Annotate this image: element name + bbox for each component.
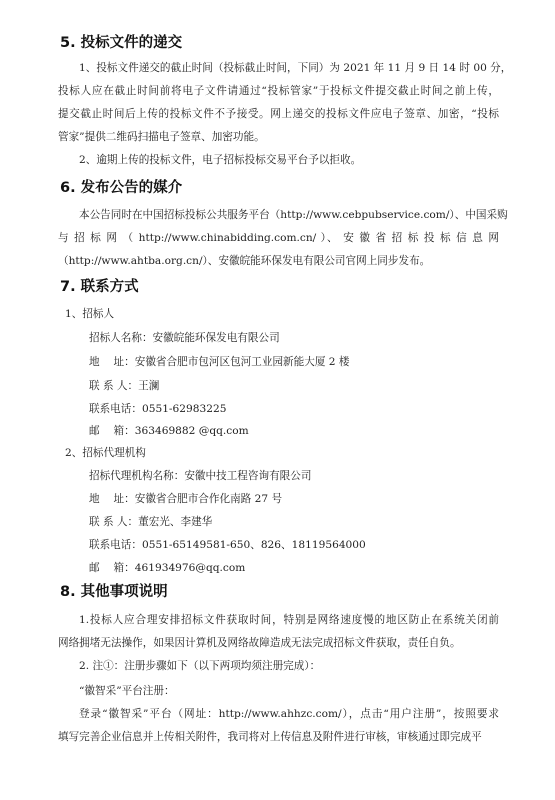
sec8-para4-line1: 登录“徽智采”平台（网址：http://www.ahhzc.com/），点击“用户注册”，按照要求	[79, 708, 499, 720]
sec8-para4-line2: 填写完善企业信息并上传相关附件，我司将对上传信息及附件进行审核，审核通过即完成平	[58, 731, 482, 743]
agency-contact: 联 系 人：董宏光、李建华	[89, 516, 213, 528]
section-7-heading: 7. 联系方式	[60, 279, 139, 295]
sec6-line2: 与 招 标 网 （ http://www.chinabidding.com.cn/ ）、 安 徽 省 招 标 投 标 信 息 网	[58, 232, 499, 244]
sec5-para1-line2: 投标人应在截止时间前将电子文件请通过“投标管家”于投标文件提交截止时间之前上传，	[58, 85, 499, 97]
sec7-subheading-agency: 2、招标代理机构	[65, 447, 146, 459]
sec5-para1-line3: 提交截止时间后上传的投标文件不予接受。网上递交的投标文件应电子签章、加密，“投标	[58, 108, 499, 120]
tenderer-email: 邮 箱：363469882 @qq.com	[89, 425, 249, 437]
sec8-para3: “徽智采”平台注册：	[79, 685, 175, 697]
sec5-para2: 2、逾期上传的投标文件，电子招标投标交易平台予以拒收。	[79, 154, 362, 166]
tenderer-contact: 联 系 人：王澜	[89, 380, 160, 392]
sec8-para2: 2. 注①：注册步骤如下（以下两项均须注册完成）：	[79, 660, 321, 672]
section-6-heading: 6. 发布公告的媒介	[60, 180, 183, 196]
tenderer-name: 招标人名称：安徽皖能环保发电有限公司	[89, 332, 280, 344]
sec8-para1-line1: 1.投标人应合理安排招标文件获取时间，特别是网络速度慢的地区防止在系统关闭前	[79, 614, 499, 626]
tenderer-phone: 联系电话：0551-62983225	[89, 403, 227, 415]
sec7-subheading-tenderer: 1、招标人	[65, 308, 115, 320]
section-8-heading: 8. 其他事项说明	[60, 584, 168, 600]
agency-name: 招标代理机构名称：安徽中技工程咨询有限公司	[89, 470, 312, 482]
agency-phone: 联系电话：0551-65149581-650、826、18119564000	[89, 539, 366, 551]
section-5-heading: 5. 投标文件的递交	[60, 35, 183, 51]
sec6-line1: 本公告同时在中国招标投标公共服务平台（http://www.cebpubservice.com/）、中国采购	[79, 209, 508, 221]
sec5-para1-line1: 1、投标文件递交的截止时间（投标截止时间，下同）为 2021 年 11 月 9 日 14 时 00 分，	[79, 62, 512, 74]
agency-email: 邮 箱：461934976@qq.com	[89, 562, 246, 574]
agency-address: 地 址：安徽省合肥市合作化南路 27 号	[89, 493, 283, 505]
sec6-line3: （http://www.ahtba.org.cn/）、安徽皖能环保发电有限公司官网上同步发布。	[58, 255, 431, 267]
sec8-para1-line2: 网络拥堵无法操作，如果因计算机及网络故障造成无法完成招标文件获取，责任自负。	[58, 637, 461, 649]
tenderer-address: 地 址：安徽省合肥市包河区包河工业园新能大厦 2 楼	[89, 356, 350, 368]
sec5-para1-line4: 管家”提供二维码扫描电子签章、加密功能。	[58, 131, 265, 143]
